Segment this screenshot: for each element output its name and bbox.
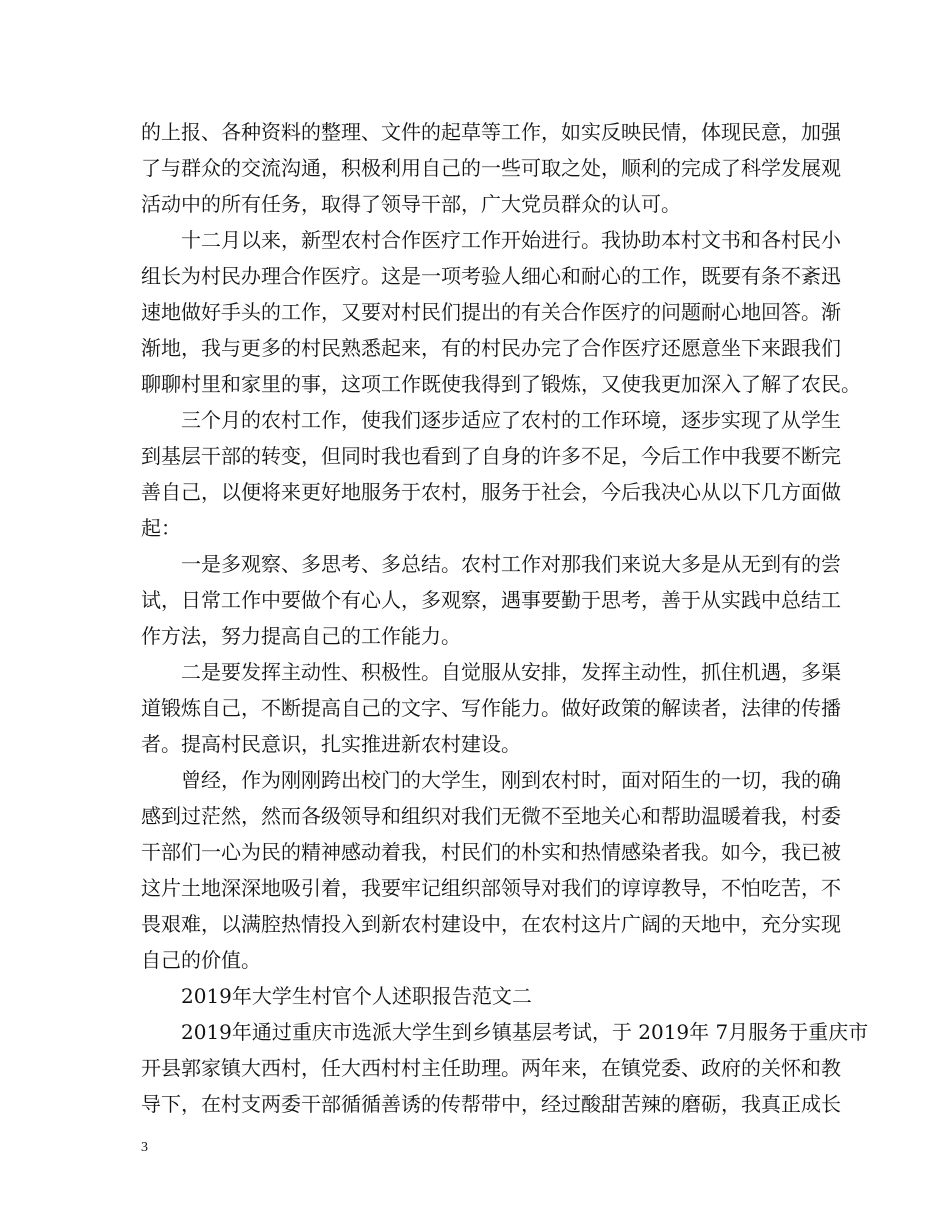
text-line: 干部们一心为民的精神感动着我，村民们的朴实和热情感染者我。如今，我已被	[141, 840, 841, 864]
text-line: 起：	[141, 516, 181, 540]
text-line: 导下，在村支两委干部循循善诱的传帮带中，经过酸甜苦辣的磨砺，我真正成长	[141, 1092, 841, 1116]
text-line: 速地做好手头的工作，又要对村民们提出的有关合作医疗的问题耐心地回答。渐	[141, 300, 841, 324]
text-line: 组长为村民办理合作医疗。这是一项考验人细心和耐心的工作，既要有条不紊迅	[141, 264, 841, 288]
text-line: 自己的价值。	[141, 948, 261, 972]
paragraph-first-line: 三个月的农村工作，使我们逐步适应了农村的工作环境，逐步实现了从学生	[181, 408, 841, 432]
paragraph-first-line: 2019年通过重庆市选派大学生到乡镇基层考试，于 2019年 7月服务于重庆市	[181, 1020, 869, 1044]
paragraph-first-line: 二是要发挥主动性、积极性。自觉服从安排，发挥主动性，抓住机遇，多渠	[181, 660, 841, 684]
text-line: 了与群众的交流沟通，积极利用自己的一些可取之处，顺利的完成了科学发展观	[141, 156, 841, 180]
text-line: 试，日常工作中要做个有心人，多观察，遇事要勤于思考，善于从实践中总结工	[141, 588, 841, 612]
text-line: 渐地，我与更多的村民熟悉起来，有的村民办完了合作医疗还愿意坐下来跟我们	[141, 336, 841, 360]
text-line: 这片土地深深地吸引着，我要牢记组织部领导对我们的谆谆教导，不怕吃苦，不	[141, 876, 841, 900]
text-line: 作方法，努力提高自己的工作能力。	[141, 624, 461, 648]
text-line: 聊聊村里和家里的事，这项工作既使我得到了锻炼，又使我更加深入了解了农民。	[141, 372, 861, 396]
text-line: 活动中的所有任务，取得了领导干部，广大党员群众的认可。	[141, 192, 681, 216]
text-line: 感到过茫然，然而各级领导和组织对我们无微不至地关心和帮助温暖着我，村委	[141, 804, 841, 828]
text-line: 道锻炼自己，不断提高自己的文字、写作能力。做好政策的解读者，法律的传播	[141, 696, 841, 720]
text-line: 开县郭家镇大西村，任大西村村主任助理。两年来，在镇党委、政府的关怀和教	[141, 1056, 841, 1080]
text-line: 者。提高村民意识，扎实推进新农村建设。	[141, 732, 521, 756]
text-line: 到基层干部的转变，但同时我也看到了自身的许多不足，今后工作中我要不断完	[141, 444, 841, 468]
text-line: 善自己，以便将来更好地服务于农村，服务于社会，今后我决心从以下几方面做	[141, 480, 841, 504]
paragraph-first-line: 一是多观察、多思考、多总结。农村工作对那我们来说大多是从无到有的尝	[181, 552, 841, 576]
paragraph-first-line: 十二月以来，新型农村合作医疗工作开始进行。我协助本村文书和各村民小	[181, 228, 841, 252]
section-heading: 2019年大学生村官个人述职报告范文二	[181, 984, 532, 1008]
paragraph-first-line: 曾经，作为刚刚跨出校门的大学生，刚到农村时，面对陌生的一切，我的确	[181, 768, 841, 792]
page-number: 3	[141, 1140, 148, 1155]
text-line: 畏艰难，以满腔热情投入到新农村建设中，在农村这片广阔的天地中，充分实现	[141, 912, 841, 936]
text-line: 的上报、各种资料的整理、文件的起草等工作，如实反映民情，体现民意，加强	[141, 120, 841, 144]
document-body	[141, 114, 869, 1122]
